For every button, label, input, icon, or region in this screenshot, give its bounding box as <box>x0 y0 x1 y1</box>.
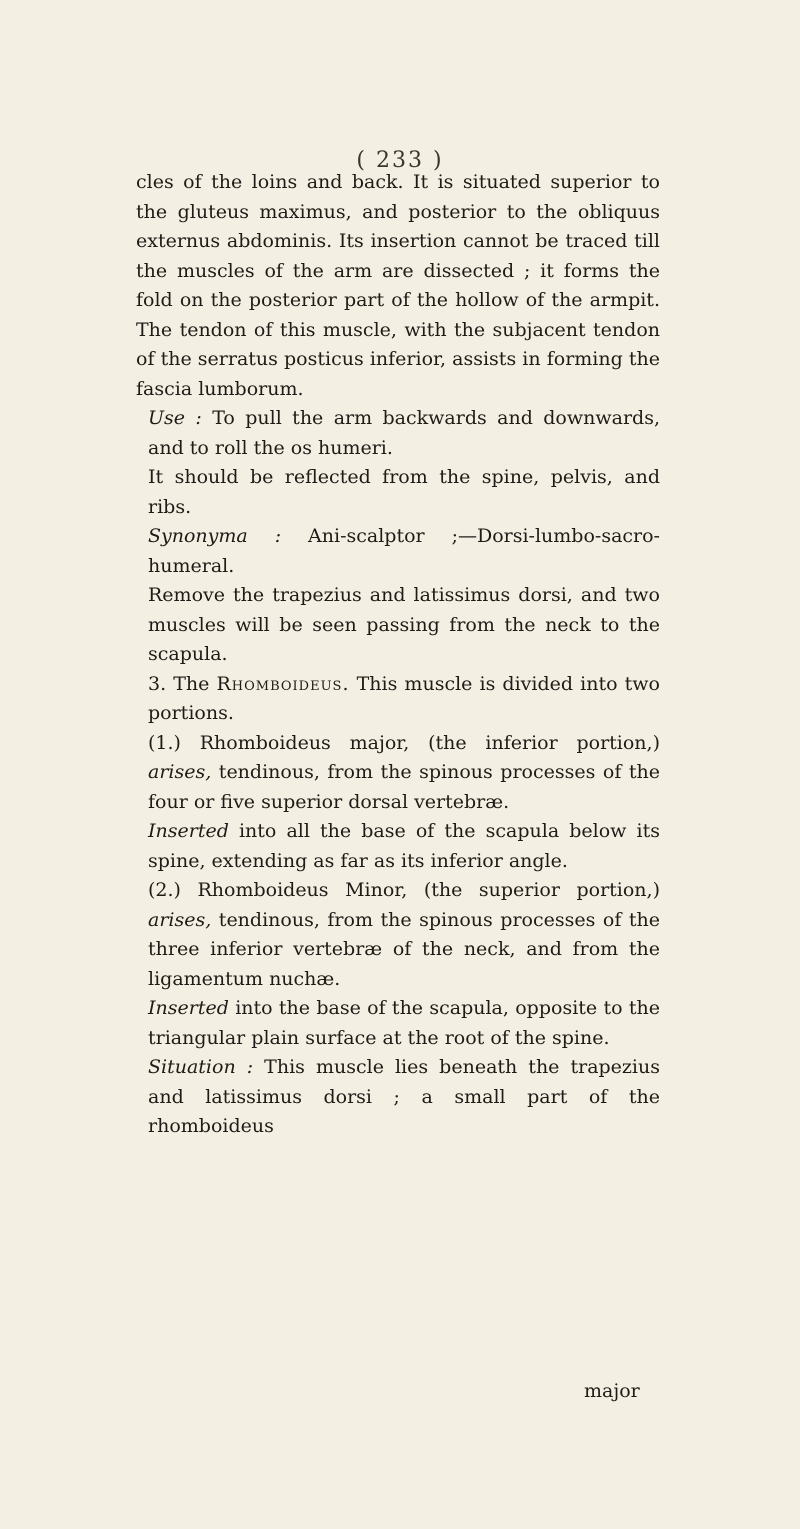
rhomboideus-number: 3. The <box>148 672 217 695</box>
page-number: ( 233 ) <box>356 148 444 173</box>
major-inserted-label: Inserted <box>148 820 229 842</box>
synonyma-text: Ani-scalptor ;—Dorsi-lumbo-sacro-humeral. <box>148 525 660 577</box>
paragraph-minor-insertion <box>136 994 660 1053</box>
use-text: To pull the arm backwards and downwards, and to roll the os humeri. <box>148 407 660 459</box>
paragraph-major <box>136 729 660 818</box>
paragraph-rhomboideus <box>136 670 660 729</box>
major-arises: arises, <box>148 761 212 783</box>
paragraph-synonyma <box>136 522 660 581</box>
minor-inserted-label: Inserted <box>148 997 229 1019</box>
page-body <box>136 168 660 1142</box>
minor-text: tendinous, from the spinous processes of the three inferior vertebræ of the neck, and from the ligamentum nuchæ. <box>148 908 660 990</box>
minor-intro: (2.) Rhomboideus Minor, (the superior portion,) <box>148 879 660 901</box>
synonyma-label: Synonyma : <box>148 525 282 547</box>
minor-inserted-text: into the base of the scapula, opposite to the triangular plain surface at the root of the spine. <box>148 997 660 1049</box>
major-intro: (1.) Rhomboideus major, (the inferior portion,) <box>148 731 660 754</box>
paragraph-situation <box>136 1053 660 1142</box>
minor-arises: arises, <box>148 908 212 931</box>
rhomboideus-heading: Rhomboideus. <box>216 672 350 695</box>
paragraph-reflect: It should be reflected from the spine, pelvis, and ribs. <box>148 466 660 518</box>
situation-text: This muscle lies beneath the trapezius and latissimus dorsi ; a small part of the rhomboideus <box>148 1056 660 1137</box>
paragraph-latissimus: cles of the loins and back. It is situated superior to the gluteus maximus, and posterior to the obliquus externus abdominis. Its insertion cannot be traced till the muscles of the arm are dissected ; it forms the fold on the posterior part of the hollow of the armpit. The tendon of this muscle, with the subjacent tendon of the serratus posticus inferior, assists in forming the fascia lumborum. <box>136 171 660 400</box>
paragraph-minor <box>136 876 660 994</box>
paragraph-use <box>136 404 660 463</box>
rhomboideus-text: This muscle is divided into two portions. <box>148 672 660 724</box>
major-text: tendinous, from the spinous processes of the four or five superior dorsal vertebræ. <box>148 761 660 813</box>
situation-label: Situation : <box>148 1056 254 1078</box>
use-label: Use : <box>148 407 202 429</box>
paragraph-major-insertion <box>136 817 660 876</box>
paragraph-remove: Remove the trapezius and latissimus dorsi, and two muscles will be seen passing from the neck to the scapula. <box>148 584 660 665</box>
major-inserted-text: into all the base of the scapula below its spine, extending as far as its inferior angle. <box>148 820 660 872</box>
catchword: major <box>584 1380 640 1402</box>
